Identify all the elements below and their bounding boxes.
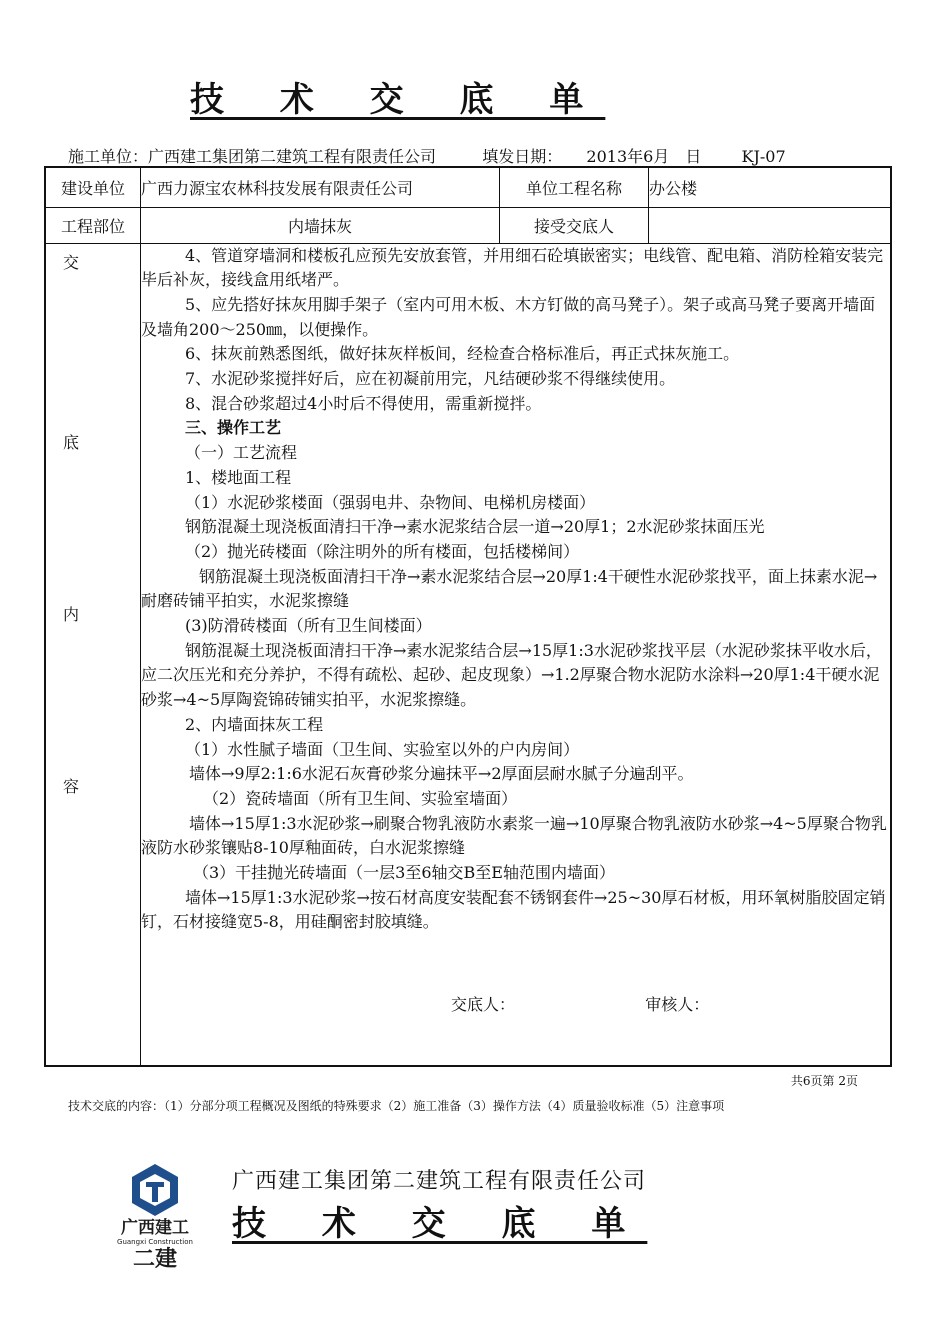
side-char: 容 — [62, 776, 79, 796]
date-label: 填发日期： — [482, 147, 563, 166]
logo-subtext: Guangxi Construction — [117, 1238, 193, 1246]
content-paragraph: （一）工艺流程 — [185, 443, 298, 463]
signature-line — [451, 992, 709, 1015]
content-paragraph: （3）干挂抛光砖墙面（一层3至6轴交B至E轴范围内墙面） — [193, 863, 615, 883]
date-value: 2013年6月 日 — [586, 147, 702, 166]
content-paragraph: 4、管道穿墙洞和楼板孔应预先安放套管，并用细石砼填嵌密实；电线管、配电箱、消防栓箱安装完毕后补灰，接线盒用纸堵严。 — [141, 245, 884, 290]
label-project-name: 单位工程名称 — [500, 167, 649, 207]
form-code: KJ-07 — [741, 147, 786, 166]
footer-document-title: 技 术 交 底 单 — [232, 1204, 648, 1244]
label-receiver: 接受交底人 — [500, 207, 649, 243]
content-paragraph: 墙体→15厚1:3水泥砂浆→按石材高度安装配套不锈钢套件→25~30厚石材板，用环氧树脂胶固定销钉，石材接缝宽5-8，用硅酮密封胶填缝。 — [141, 887, 886, 932]
unit-label: 施工单位： — [68, 147, 149, 166]
content-paragraph: 6、抹灰前熟悉图纸，做好抹灰样板间，经检查合格标准后，再正式抹灰施工。 — [185, 344, 740, 364]
content-side-label — [45, 243, 141, 1066]
logo-mark — [100, 1160, 210, 1270]
unit-value: 广西建工集团第二建筑工程有限责任公司 — [148, 147, 437, 166]
document-title: 技 术 交 底 单 — [190, 80, 606, 120]
content-paragraph: 墙体→15厚1:3水泥砂浆→刷聚合物乳液防水素浆一遍→10厚聚合物乳液防水砂浆→4~5厚聚合物乳液防水砂浆镶贴8-10厚釉面砖，白水泥浆擦缝 — [141, 813, 887, 858]
content-paragraph: （1）水性腻子墙面（卫生间、实验室以外的户内房间） — [185, 739, 580, 759]
table-row — [45, 207, 891, 243]
content-paragraph: 7、水泥砂浆搅拌好后，应在初凝前用完，凡结硬砂浆不得继续使用。 — [185, 369, 676, 389]
value-location: 内墙抹灰 — [141, 207, 500, 243]
company-logo — [100, 1160, 210, 1270]
content-paragraph: （2）瓷砖墙面（所有卫生间、实验室墙面） — [203, 788, 518, 808]
presenter-label: 交底人： — [451, 994, 516, 1014]
header-info — [68, 144, 878, 167]
section-heading: 三、操作工艺 — [185, 418, 282, 438]
content-paragraph: 1、楼地面工程 — [185, 467, 292, 487]
content-paragraph: (3)防滑砖楼面（所有卫生间楼面） — [185, 616, 432, 636]
content-paragraph: 钢筋混凝土现浇板面清扫干净→素水泥浆结合层→15厚1:3水泥砂浆找平层（水泥砂浆抹平收水后，应二次压光和充分养护，不得有疏松、起砂、起皮现象）→1.2厚聚合物水泥防水涂料→20厚1:4干硬水泥砂浆→4~5厚陶瓷锦砖铺实拍平，水泥浆擦缝。 — [141, 640, 882, 710]
value-owner: 广西力源宝农林科技发展有限责任公司 — [141, 167, 500, 207]
disclosure-note: 技术交底的内容：（1）分部分项工程概况及图纸的特殊要求（2）施工准备（3）操作方法（4）质量验收标准（5）注意事项 — [68, 1099, 725, 1113]
disclosure-table — [44, 166, 892, 1067]
content-paragraph: 2、内墙面抹灰工程 — [185, 714, 324, 734]
footer-company-name: 广西建工集团第二建筑工程有限责任公司 — [232, 1169, 647, 1194]
content-paragraph: 5、应先搭好抹灰用脚手架子（室内可用木板、木方钉做的高马凳子）。架子或高马凳子要离开墙面及墙角200～250㎜，以便操作。 — [141, 294, 876, 339]
content-paragraph: 钢筋混凝土现浇板面清扫干净→素水泥浆结合层→20厚1:4干硬性水泥砂浆找平，面上抹素水泥→耐磨砖铺平拍实，水泥浆擦缝 — [141, 566, 878, 611]
logo-bottom-text: 二建 — [132, 1247, 178, 1270]
disclosure-content — [141, 243, 892, 1066]
table-row — [45, 167, 891, 207]
content-row — [45, 243, 891, 1066]
content-paragraph: 钢筋混凝土现浇板面清扫干净→素水泥浆结合层一道→20厚1；2水泥砂浆抹面压光 — [185, 517, 765, 537]
side-char: 交 — [62, 252, 79, 272]
page-counter: 共6页第 2页 — [790, 1074, 858, 1088]
content-paragraph: （2）抛光砖楼面（除注明外的所有楼面，包括楼梯间） — [185, 541, 580, 561]
side-char: 内 — [62, 604, 79, 624]
value-receiver — [649, 207, 892, 243]
label-owner: 建设单位 — [45, 167, 141, 207]
label-location: 工程部位 — [45, 207, 141, 243]
logo-text: 广西建工 — [121, 1218, 189, 1238]
logo-stem — [152, 1182, 158, 1202]
value-project-name: 办公楼 — [649, 167, 892, 207]
content-paragraph: 墙体→9厚2:1:6水泥石灰膏砂浆分遍抹平→2厚面层耐水腻子分遍刮平。 — [189, 764, 694, 784]
side-char: 底 — [62, 432, 79, 452]
reviewer-label: 审核人： — [645, 994, 710, 1014]
content-paragraph: （1）水泥砂浆楼面（强弱电井、杂物间、电梯机房楼面） — [185, 492, 596, 512]
content-paragraph: 8、混合砂浆超过4小时后不得使用，需重新搅拌。 — [185, 393, 542, 413]
